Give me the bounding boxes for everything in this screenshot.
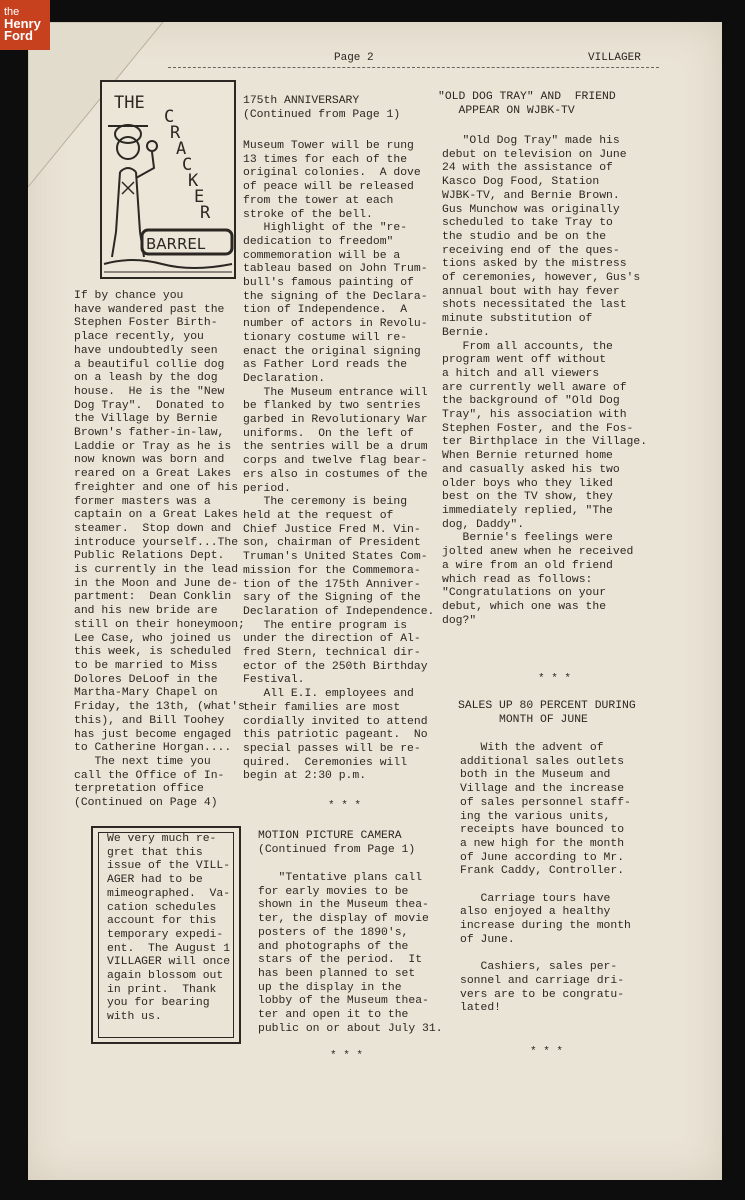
- mimeograph-notice-box: [91, 826, 241, 1044]
- sales-article: With the advent of additional sales outlets both in the Museum and Village and the increase of sales personnel staff- ing the various units, receipts have bounced to a new high for the month of June according to Mr. Frank Caddy, Controller. Carriage tours have also enjoyed a healthy increase during the month of June. Cashiers, sales per- sonnel and carriage dri- vers are to be congratu- lated!: [460, 742, 631, 1015]
- cracker-barrel-column: If by chance you have wandered past the Stephen Foster Birth- place recently, you have undoubtedly seen a beautiful collie dog on a leash by the dog house. He is the "New Dog Tray". Donated to the Village by Bernie Brown's father-in-law, Laddie or Tray as he is now known was born and reared on a Great Lakes freighter and one of his former masters was a captain on a Great Lakes steamer. Stop down and introduce yourself...The Public Relations Dept. is currently in the lead in the Moon and June de- partment: Dean Conklin and his new bride are still on their honeymoon; Lee Case, who joined us this week, is scheduled to be married to Miss Dolores DeLoof in the Martha-Mary Chapel on Friday, the 13th, (what's this), and Bill Toohey has just become engaged to Catherine Horgan.... The next time you call the Office of In- terpretation office (Continued on Page 4): [74, 290, 245, 810]
- banner-cracker-word: [164, 107, 211, 223]
- separator-stars: * * *: [530, 1046, 564, 1058]
- page-number: Page 2: [334, 52, 374, 64]
- banner-cracker-letter: E: [194, 187, 205, 207]
- anniversary-headline: 175th ANNIVERSARY (Continued from Page 1): [243, 95, 401, 121]
- banner-cracker-letter: C: [182, 155, 193, 175]
- motion-picture-article: "Tentative plans call for early movies to be shown in the Museum thea- ter, the display of movie posters of the 1890's, and photographs of the stars of the period. It has been planned to set up the display in the lobby of the Museum thea- ter and open it to the public on or about July 31.: [258, 872, 443, 1035]
- mimeograph-notice-text: We very much re- gret that this issue of the VILL- AGER had to be mimeographed. Va- cation schedules account for this temporary expedi- ent. The August 1 VILLAGER will once again blossom out in print. Thank you for bearing with us.: [107, 833, 231, 1024]
- logo-line-ford: Ford: [4, 28, 33, 43]
- cracker-barrel-illustration: [102, 82, 234, 277]
- separator-stars: * * *: [330, 1050, 364, 1062]
- cracker-barrel-banner: [100, 80, 236, 279]
- banner-cracker-letter: R: [200, 203, 211, 223]
- henry-ford-logo: [0, 0, 50, 50]
- sales-headline: SALES UP 80 PERCENT DURING MONTH OF JUNE: [458, 700, 636, 726]
- header-rule: [168, 67, 659, 68]
- newsletter-name: VILLAGER: [588, 52, 641, 64]
- separator-stars: * * *: [538, 673, 572, 685]
- anniversary-article: Museum Tower will be rung 13 times for each of the original colonies. A dove of peace will be released from the tower at each stroke of the bell. Highlight of the "re- dedication to freedom" commemoration will be a tableau based on John Trum- bull's famous painting of the signing of the Declara- tion of Independence. A number of actors in Revolu- tionary costume will re- enact the original signing as Father Lord reads the Declaration. The Museum entrance will be flanked by two sentries garbed in Revolutionary War uniforms. On the left of the sentries will be a drum corps and twelve flag bear- ers also in costumes of the period. The ceremony is being held at the request of Chief Justice Fred M. Vin- son, chairman of President Truman's United States Com- mission for the Commemora- tion of the 175th Anniver- sary of the Signing of the Declaration of Independence. The entire program is under the direction of Al- fred Stern, technical dir- ector of the 250th Birthday Festival. All E.I. employees and their families are most cordially invited to attend this patriotic pageant. No special passes will be re- quired. Ceremonies will begin at 2:30 p.m.: [243, 140, 435, 783]
- banner-barrel: BARREL: [146, 235, 206, 253]
- old-dog-tray-article: "Old Dog Tray" made his debut on television on June 24 with the assistance of Kasco Dog Food, Station WJBK-TV, and Bernie Brown. Gus Munchow was originally scheduled to take Tray to the studio and be on the receiving end of the ques- tions asked by the mistress of ceremonies, however, Gus's annual bout with hay fever shots necessitated the last minute substitution of Bernie. From all accounts, the program went off without a hitch and all viewers are currently well aware of the background of "Old Dog Tray", his association with Stephen Foster, and the Fos- ter Birthplace in the Village. When Bernie returned home and casually asked his two older boys who they liked best on the TV show, they immediately replied, "The dog, Daddy". Bernie's feelings were jolted anew when he received a wire from an old friend which read as follows: "Congratulations on your debut, which one was the dog?": [442, 135, 648, 627]
- banner-cracker-letter: R: [170, 123, 181, 143]
- old-dog-tray-headline: "OLD DOG TRAY" AND FRIEND APPEAR ON WJBK-TV: [438, 91, 616, 117]
- banner-cracker-letter: K: [188, 171, 199, 191]
- logo-line-the: the: [4, 6, 20, 18]
- banner-cracker-letter: C: [164, 107, 175, 127]
- banner-cracker-letter: A: [176, 139, 187, 159]
- banner-the: THE: [114, 93, 145, 113]
- logo-line-henry: Henry: [4, 16, 41, 31]
- separator-stars: * * *: [328, 800, 362, 812]
- motion-picture-headline: MOTION PICTURE CAMERA (Continued from Page 1): [258, 830, 416, 856]
